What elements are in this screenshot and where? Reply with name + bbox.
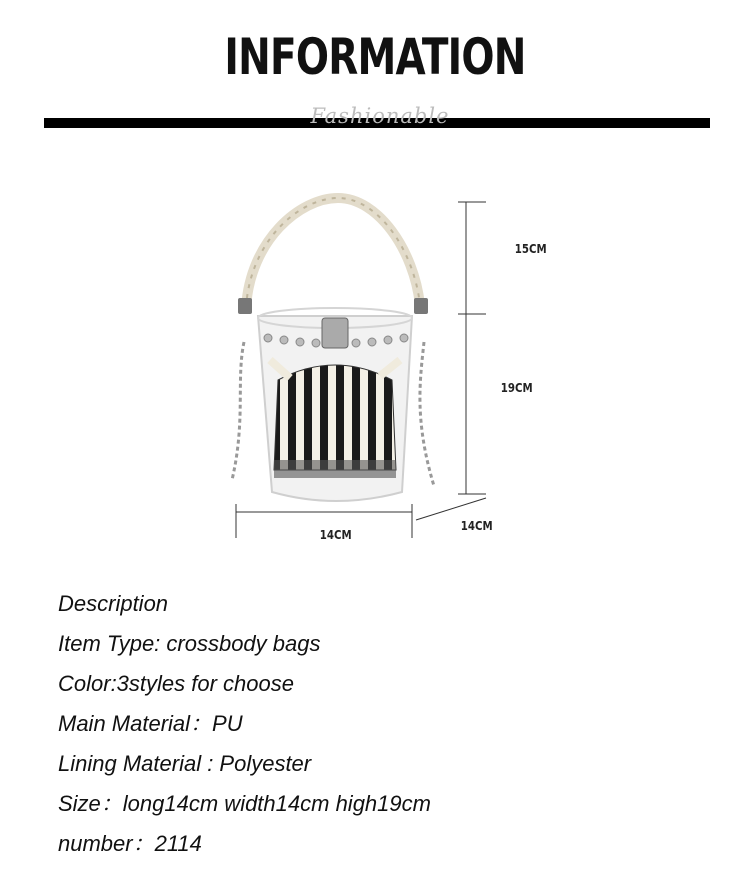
inner-pouch	[274, 365, 396, 470]
item-type: Item Type: crossbody bags	[58, 631, 321, 656]
chain-right	[420, 342, 434, 486]
main-material: Main Material：PU	[58, 711, 243, 736]
dim-body-height: 19CM	[500, 381, 533, 395]
description-heading: Description	[58, 591, 169, 616]
rope-handle	[246, 198, 420, 308]
lining-material: Lining Material : Polyester	[58, 751, 312, 776]
handle-cap-right	[414, 298, 428, 314]
dim-depth: 14CM	[460, 519, 493, 533]
size-info: Size：long14cm width14cm high19cm	[58, 791, 431, 816]
color-info: Color:3styles for choose	[58, 671, 294, 696]
dim-width: 14CM	[319, 528, 352, 542]
chain-left	[232, 342, 244, 480]
page-title: INFORMATION	[224, 28, 526, 86]
dim-handle-height: 15CM	[514, 242, 547, 256]
title-subtitle: Fashionable	[310, 104, 450, 128]
item-number: number：2114	[58, 831, 202, 856]
handle-cap-left	[238, 298, 252, 314]
clasp	[322, 318, 348, 348]
description-block	[58, 584, 718, 864]
